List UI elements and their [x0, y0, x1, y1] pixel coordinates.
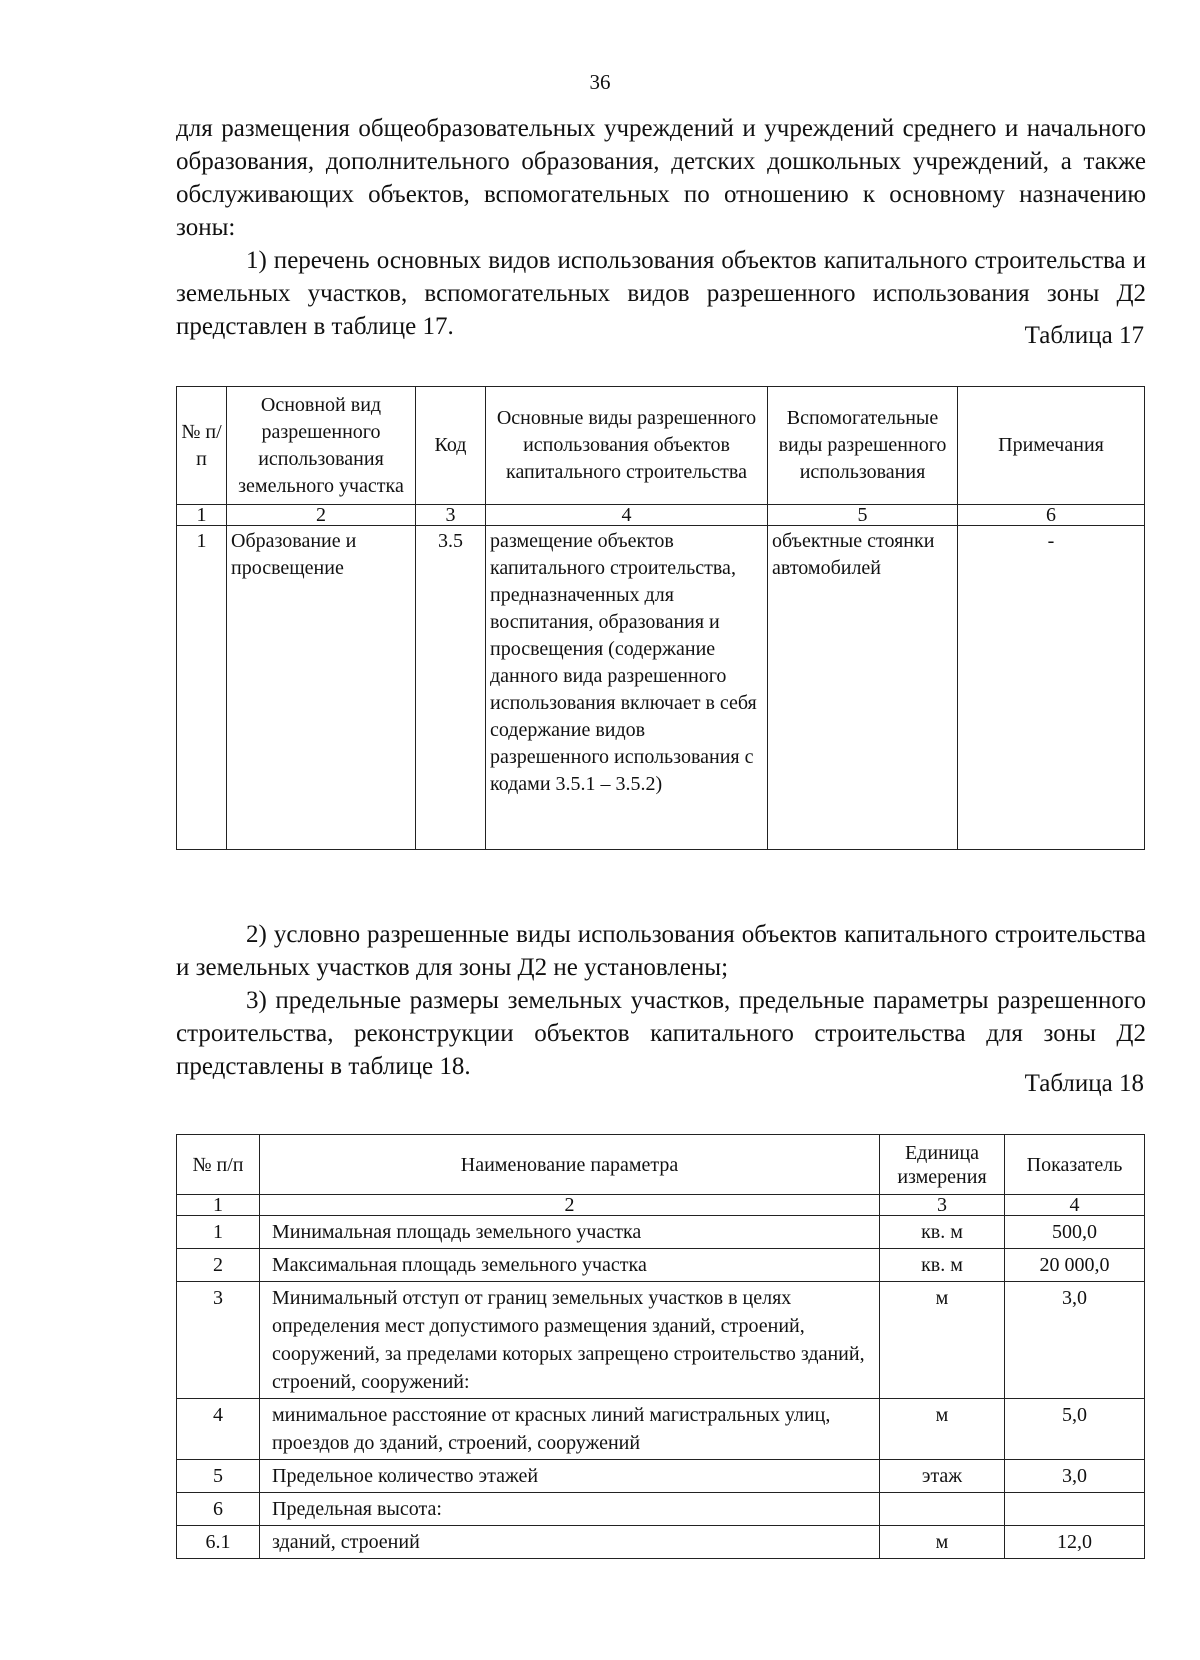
column-number: 1	[177, 1195, 260, 1216]
table-header-row	[177, 1135, 1145, 1195]
column-number: 5	[768, 505, 958, 526]
page-number: 36	[589, 70, 611, 94]
unit-cell	[880, 1493, 1005, 1526]
table-row	[177, 1249, 1145, 1282]
value-cell: 3,0	[1005, 1460, 1145, 1493]
row-number: 1	[177, 526, 227, 850]
unit-cell: м	[880, 1282, 1005, 1399]
column-header-number: № п/п	[177, 1135, 260, 1195]
row-number: 2	[177, 1249, 260, 1282]
paragraph-intro: для размещения общеобразовательных учреждений и учреждений среднего и начального образования, дополнительного образования, детских дошкольных учреждений, а также обслуживающих объектов, вспомогательных по отношению к основному назначению зоны:	[176, 115, 1146, 241]
table-row	[177, 526, 1145, 850]
row-number: 6	[177, 1493, 260, 1526]
intro-text	[176, 112, 1146, 343]
column-header-capital-use: Основные виды разрешенного использования объектов капитального строительства	[486, 387, 768, 505]
column-header-value: Показатель	[1005, 1135, 1145, 1195]
column-header-notes: Примечания	[958, 387, 1145, 505]
column-number-row	[177, 505, 1145, 526]
unit-cell: м	[880, 1526, 1005, 1559]
value-cell: 5,0	[1005, 1399, 1145, 1460]
value-cell	[1005, 1493, 1145, 1526]
row-number: 1	[177, 1216, 260, 1249]
unit-cell: м	[880, 1399, 1005, 1460]
parameter-name: Предельное количество этажей	[260, 1460, 880, 1493]
capital-use-cell: размещение объектов капитального строительства, предназначенных для воспитания, образования и просвещения (содержание данного вида разрешенного использования включает в себя содержание видов разрешенного использования с кодами 3.5.1 – 3.5.2)	[486, 526, 768, 850]
column-number-row	[177, 1195, 1145, 1216]
column-number: 3	[416, 505, 486, 526]
auxiliary-cell: объектные стоянки автомобилей	[768, 526, 958, 850]
table-17-caption: Таблица 17	[1024, 322, 1144, 349]
table-18	[176, 1134, 1145, 1559]
parameter-name: зданий, строений	[260, 1526, 880, 1559]
unit-cell: кв. м	[880, 1249, 1005, 1282]
column-header-unit: Единица измерения	[880, 1135, 1005, 1195]
column-number: 2	[260, 1195, 880, 1216]
parameter-name: Максимальная площадь земельного участка	[260, 1249, 880, 1282]
middle-text	[176, 918, 1146, 1083]
column-number: 4	[486, 505, 768, 526]
code-cell: 3.5	[416, 526, 486, 850]
column-number: 4	[1005, 1195, 1145, 1216]
table-row	[177, 1526, 1145, 1559]
column-header-number: № п/п	[177, 387, 227, 505]
parameter-name: Минимальный отступ от границ земельных участков в целях определения мест допустимого размещения зданий, строений, сооружений, за пределами которых запрещено строительство зданий, строений, сооружений:	[260, 1282, 880, 1399]
paragraph-list-item-2: 2) условно разрешенные виды использования объектов капитального строительства и земельных участков для зоны Д2 не установлены;	[176, 921, 1146, 981]
column-number: 1	[177, 505, 227, 526]
row-number: 5	[177, 1460, 260, 1493]
table-18-caption: Таблица 18	[1024, 1070, 1144, 1097]
table-row	[177, 1399, 1145, 1460]
column-number: 3	[880, 1195, 1005, 1216]
column-header-code: Код	[416, 387, 486, 505]
row-number: 4	[177, 1399, 260, 1460]
table-row	[177, 1282, 1145, 1399]
table-row	[177, 1493, 1145, 1526]
parameter-name: минимальное расстояние от красных линий магистральных улиц, проездов до зданий, строений, сооружений	[260, 1399, 880, 1460]
notes-cell: -	[958, 526, 1145, 850]
value-cell: 500,0	[1005, 1216, 1145, 1249]
column-header-main-use: Основной вид разрешенного использования земельного участка	[227, 387, 416, 505]
parameter-name: Минимальная площадь земельного участка	[260, 1216, 880, 1249]
column-header-parameter: Наименование параметра	[260, 1135, 880, 1195]
column-number: 6	[958, 505, 1145, 526]
row-number: 3	[177, 1282, 260, 1399]
value-cell: 12,0	[1005, 1526, 1145, 1559]
table-header-row	[177, 387, 1145, 505]
paragraph-list-item-3: 3) предельные размеры земельных участков, предельные параметры разрешенного строительства, реконструкции объектов капитального строительства для зоны Д2 представлены в таблице 18.	[176, 987, 1146, 1080]
parameter-name: Предельная высота:	[260, 1493, 880, 1526]
paragraph-list-item-1: 1) перечень основных видов использования объектов капитального строительства и земельных участков, вспомогательных видов разрешенного использования зоны Д2 представлен в таблице 17.	[176, 247, 1146, 340]
unit-cell: кв. м	[880, 1216, 1005, 1249]
table-row	[177, 1460, 1145, 1493]
value-cell: 20 000,0	[1005, 1249, 1145, 1282]
table-row	[177, 1216, 1145, 1249]
unit-cell: этаж	[880, 1460, 1005, 1493]
column-header-auxiliary: Вспомогательные виды разрешенного использования	[768, 387, 958, 505]
value-cell: 3,0	[1005, 1282, 1145, 1399]
table-17	[176, 386, 1145, 850]
row-number: 6.1	[177, 1526, 260, 1559]
main-use-cell: Образование и просвещение	[227, 526, 416, 850]
column-number: 2	[227, 505, 416, 526]
